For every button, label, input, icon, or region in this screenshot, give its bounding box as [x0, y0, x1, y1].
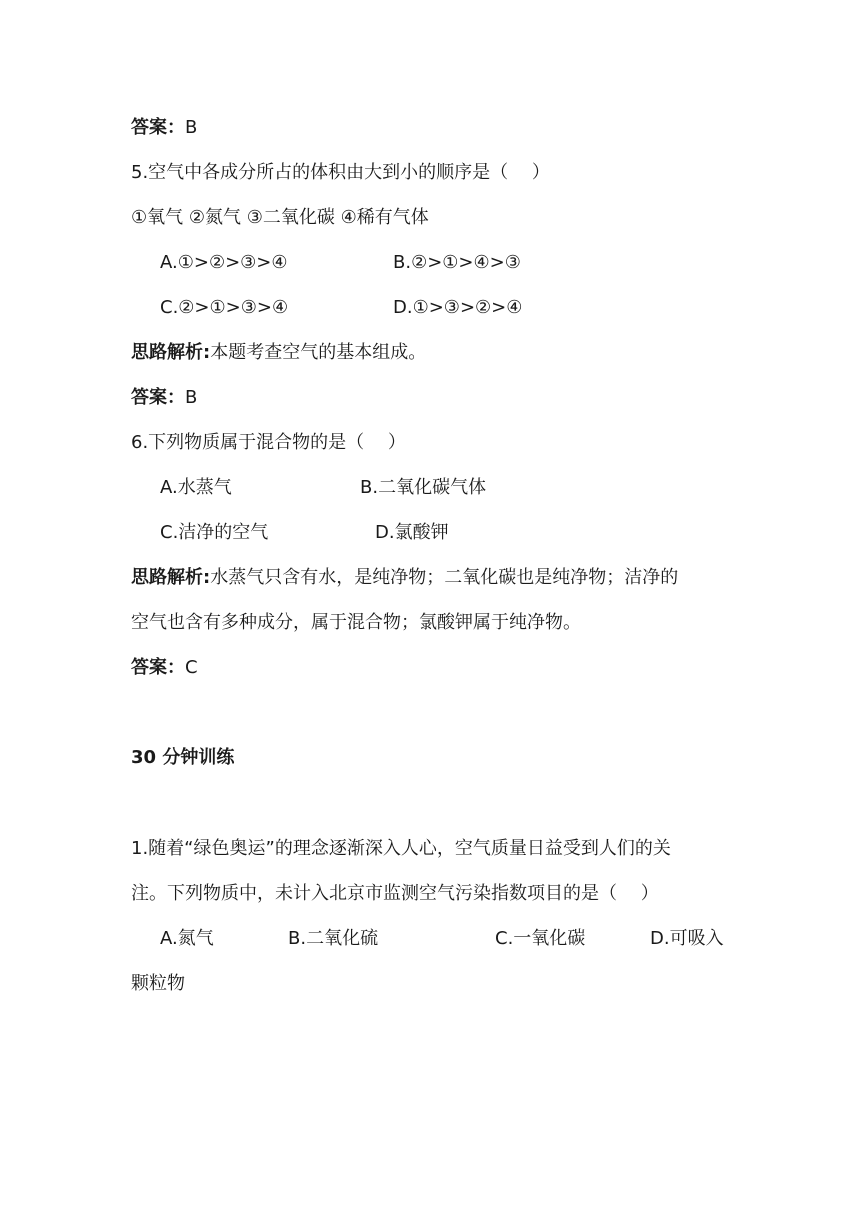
option-d: D.①>③>②>④: [393, 297, 523, 318]
question-stem: 5.空气中各成分所占的体积由大到小的顺序是（ ）: [131, 162, 550, 183]
option-c: C.②>①>③>④: [160, 297, 289, 318]
question-stem: 6.下列物质属于混合物的是（ ）: [131, 432, 406, 453]
answer-label: 答案：: [131, 657, 185, 678]
answer-value: B: [185, 117, 198, 138]
answer-label: 答案：: [131, 117, 185, 138]
option-a: A.水蒸气: [160, 477, 232, 498]
section-title: 30 分钟训练: [131, 747, 235, 768]
option-b: B.二氧化碳气体: [360, 477, 487, 498]
option-a: A.①>②>③>④: [160, 252, 288, 273]
option-d: D.可吸入: [650, 928, 724, 949]
answer-value: B: [185, 387, 198, 408]
option-d-wrap: 颗粒物: [131, 973, 185, 994]
analysis-line: [131, 566, 678, 590]
analysis-text-cont: 空气也含有多种成分，属于混合物；氯酸钾属于纯净物。: [131, 612, 581, 633]
option-d: D.氯酸钾: [375, 522, 449, 543]
question-items: ①氧气 ②氮气 ③二氧化碳 ④稀有气体: [131, 207, 429, 228]
answer-value: C: [185, 657, 198, 678]
answer-line: [131, 386, 197, 410]
answer-label: 答案：: [131, 387, 185, 408]
option-c: C.一氧化碳: [495, 928, 586, 949]
option-b: B.二氧化硫: [288, 928, 379, 949]
analysis-text: 水蒸气只含有水，是纯净物；二氧化碳也是纯净物；洁净的: [210, 567, 679, 588]
question-stem-cont: 注。下列物质中，未计入北京市监测空气污染指数项目的是（ ）: [131, 883, 659, 904]
question-stem: 1.随着“绿色奥运”的理念逐渐深入人心，空气质量日益受到人们的关: [131, 838, 671, 859]
analysis-label: 思路解析:: [131, 567, 211, 588]
option-b: B.②>①>④>③: [393, 252, 521, 273]
option-c: C.洁净的空气: [160, 522, 269, 543]
option-a: A.氮气: [160, 928, 214, 949]
answer-line: [131, 656, 198, 680]
answer-line: [131, 116, 197, 140]
analysis-label: 思路解析:: [131, 342, 211, 363]
analysis-line: [131, 341, 426, 365]
analysis-text: 本题考查空气的基本组成。: [210, 342, 427, 363]
